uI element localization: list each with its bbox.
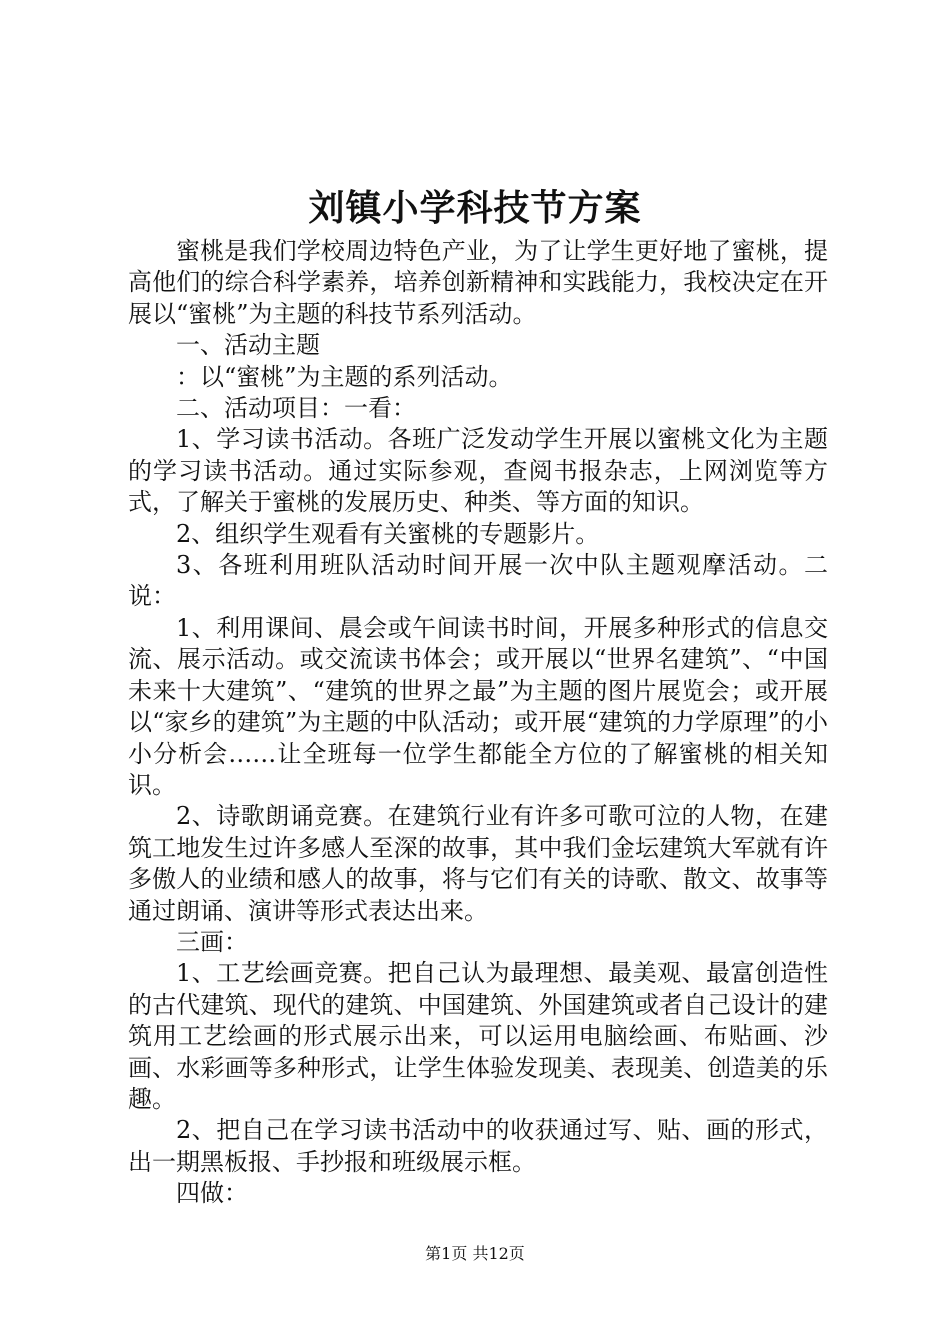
paragraph-look-1: 1、学习读书活动。各班广泛发动学生开展以蜜桃文化为主题的学习读书活动。通过实际参观，查阅书报杂志，上网浏览等方式，了解关于蜜桃的发展历史、种类、等方面的知识。 [128, 425, 828, 517]
document-body [128, 236, 828, 1210]
page-footer: 第1页 共12页 [425, 1244, 525, 1263]
paragraph-say-1: 1、利用课间、晨会或午间读书时间，开展多种形式的信息交流、展示活动。或交流读书体会；或开展以“世界名建筑”、“中国未来十大建筑”、“建筑的世界之最”为主题的图片展览会；或开展以“家乡的建筑”为主题的中队活动；或开展“建筑的力学原理”的小小分析会……让全班每一位学生都能全方位的了解蜜桃的相关知识。 [128, 613, 828, 799]
paragraph-theme: ：以“蜜桃”为主题的系列活动。 [176, 362, 513, 391]
heading-activity-theme: 一、活动主题 [176, 331, 320, 360]
paragraph-look-2: 2、组织学生观看有关蜜桃的专题影片。 [176, 519, 600, 548]
paragraph-look-3: 3、各班利用班队活动时间开展一次中队主题观摩活动。二说： [128, 551, 828, 611]
paragraph-draw-1: 1、工艺绘画竞赛。把自己认为最理想、最美观、最富创造性的古代建筑、现代的建筑、中国建筑、外国建筑或者自己设计的建筑用工艺绘画的形式展示出来，可以运用电脑绘画、布贴画、沙画、水彩画等多种形式，让学生体验发现美、表现美、创造美的乐趣。 [128, 959, 828, 1113]
heading-draw: 三画： [176, 927, 248, 956]
document-title: 刘镇小学科技节方案 [308, 187, 642, 229]
heading-make: 四做： [176, 1179, 248, 1208]
paragraph-draw-2: 2、把自己在学习读书活动中的收获通过写、贴、画的形式，出一期黑板报、手抄报和班级展示框。 [128, 1116, 828, 1176]
paragraph-intro: 蜜桃是我们学校周边特色产业，为了让学生更好地了蜜桃，提高他们的综合科学素养，培养创新精神和实践能力，我校决定在开展以“蜜桃”为主题的科技节系列活动。 [128, 237, 828, 328]
paragraph-say-2: 2、诗歌朗诵竞赛。在建筑行业有许多可歌可泣的人物，在建筑工地发生过许多感人至深的故事，其中我们金坛建筑大军就有许多傲人的业绩和感人的故事，将与它们有关的诗歌、散文、故事等通过朗诵、演讲等形式表达出来。 [128, 802, 828, 925]
heading-activity-items: 二、活动项目：一看： [176, 394, 416, 423]
